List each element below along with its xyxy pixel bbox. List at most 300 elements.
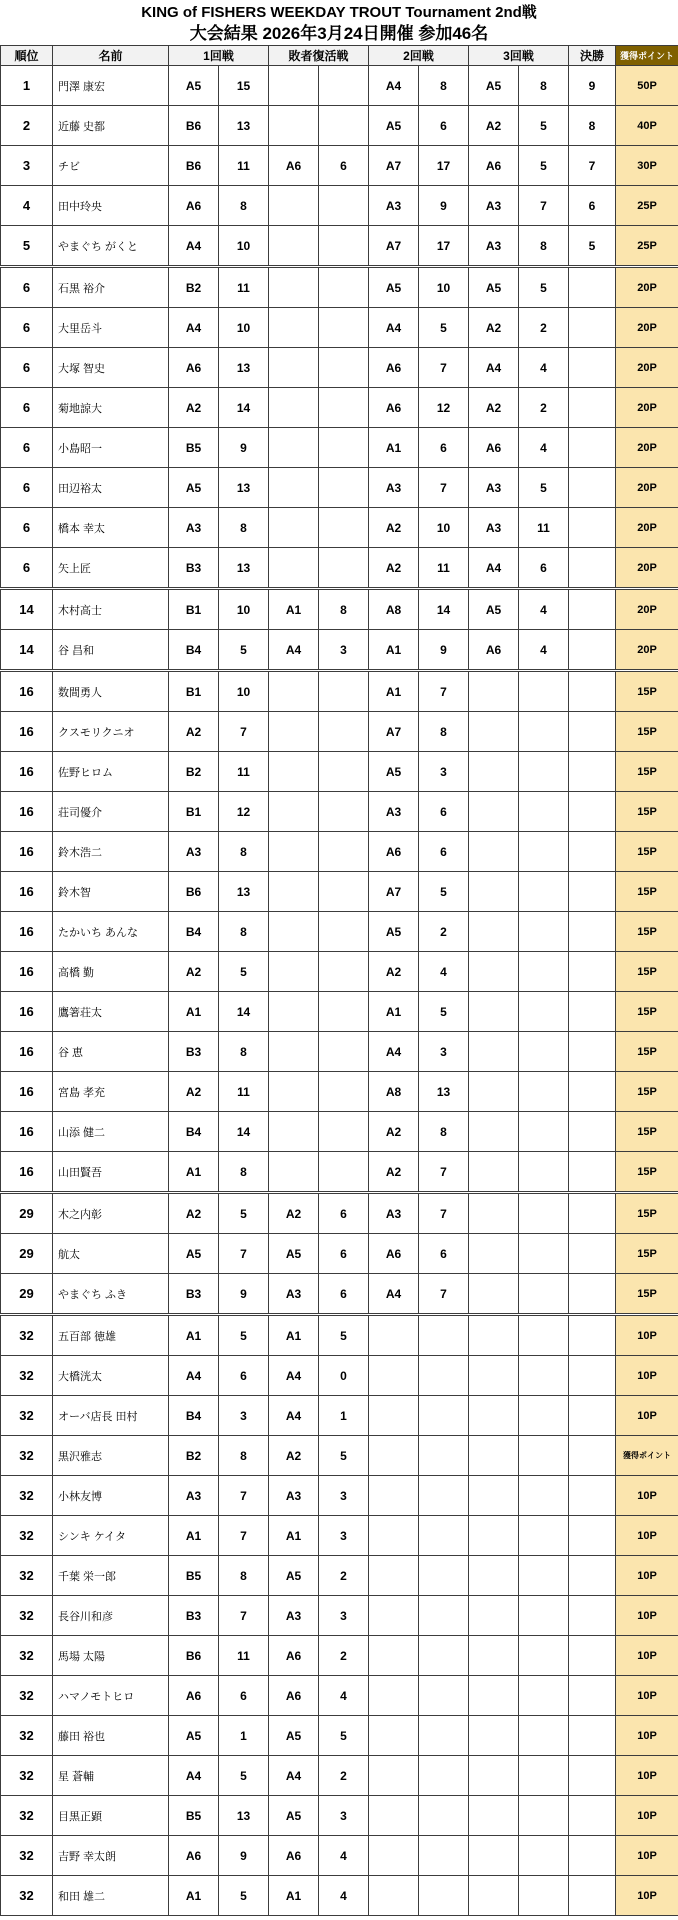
table-row [1,1356,678,1396]
revival-area-cell [269,106,319,146]
round1-area-cell: B1 [169,671,219,712]
revival-area-cell [269,186,319,226]
revival-score-cell [319,752,369,792]
final-score-cell [569,1716,616,1756]
round3-area-cell [469,1836,519,1876]
round2-score-cell: 6 [419,832,469,872]
round1-area-cell: B3 [169,548,219,589]
round3-score-cell [519,1193,569,1234]
table-row [1,146,678,186]
revival-score-cell: 5 [319,1716,369,1756]
round2-area-cell: A2 [369,508,419,548]
name-cell: シンキ ケイタ [53,1516,169,1556]
final-score-cell [569,1436,616,1476]
round2-score-cell: 8 [419,1112,469,1152]
final-score-cell [569,1193,616,1234]
round3-score-cell [519,1636,569,1676]
round1-score-cell: 8 [219,1152,269,1193]
table-row [1,992,678,1032]
rank-cell: 32 [1,1716,53,1756]
revival-score-cell: 6 [319,1193,369,1234]
round1-area-cell: A2 [169,952,219,992]
points-cell: 10P [616,1796,678,1836]
name-cell: 藤田 裕也 [53,1716,169,1756]
round3-score-cell: 5 [519,267,569,308]
name-cell: 谷 恵 [53,1032,169,1072]
points-cell: 10P [616,1876,678,1916]
round1-score-cell: 12 [219,792,269,832]
points-cell: 20P [616,428,678,468]
round3-area-cell [469,1636,519,1676]
revival-score-cell: 3 [319,1516,369,1556]
revival-area-cell [269,508,319,548]
name-cell: 田辺裕太 [53,468,169,508]
table-row [1,1193,678,1234]
round3-area-cell [469,1876,519,1916]
round3-score-cell [519,912,569,952]
points-cell: 20P [616,348,678,388]
round1-area-cell: A5 [169,66,219,106]
round3-area-cell: A4 [469,348,519,388]
round2-score-cell [419,1315,469,1356]
points-cell: 25P [616,226,678,267]
final-score-cell [569,752,616,792]
final-score-cell [569,1112,616,1152]
header-round2: 2回戦 [369,46,469,66]
rank-cell: 16 [1,872,53,912]
revival-score-cell: 2 [319,1556,369,1596]
rank-cell: 6 [1,508,53,548]
round1-score-cell: 5 [219,1876,269,1916]
round2-area-cell [369,1716,419,1756]
final-score-cell [569,468,616,508]
round3-area-cell: A4 [469,548,519,589]
revival-score-cell [319,508,369,548]
final-score-cell [569,308,616,348]
round3-area-cell [469,832,519,872]
round2-score-cell [419,1596,469,1636]
round2-score-cell: 6 [419,106,469,146]
rank-cell: 6 [1,348,53,388]
points-cell: 10P [616,1476,678,1516]
round2-area-cell: A3 [369,468,419,508]
revival-score-cell [319,792,369,832]
round1-score-cell: 7 [219,712,269,752]
round3-score-cell: 8 [519,226,569,267]
round1-score-cell: 8 [219,912,269,952]
revival-score-cell: 6 [319,1234,369,1274]
table-row [1,1676,678,1716]
points-cell: 15P [616,832,678,872]
round1-score-cell: 10 [219,226,269,267]
round1-area-cell: B4 [169,1396,219,1436]
round1-score-cell: 10 [219,671,269,712]
round1-score-cell: 11 [219,1072,269,1112]
revival-score-cell [319,106,369,146]
round2-area-cell: A6 [369,348,419,388]
round2-area-cell: A2 [369,548,419,589]
round1-score-cell: 1 [219,1716,269,1756]
rank-cell: 14 [1,589,53,630]
revival-score-cell [319,548,369,589]
table-row [1,671,678,712]
table-row [1,1032,678,1072]
rank-cell: 6 [1,468,53,508]
round1-area-cell: B6 [169,146,219,186]
round2-area-cell: A4 [369,1032,419,1072]
points-cell: 15P [616,1193,678,1234]
table-row [1,1315,678,1356]
rank-cell: 32 [1,1315,53,1356]
header-round1: 1回戦 [169,46,269,66]
round3-area-cell [469,792,519,832]
final-score-cell [569,388,616,428]
table-row [1,388,678,428]
rank-cell: 6 [1,428,53,468]
round1-score-cell: 13 [219,468,269,508]
points-cell: 15P [616,752,678,792]
round2-score-cell: 3 [419,1032,469,1072]
points-cell: 20P [616,388,678,428]
round3-score-cell [519,792,569,832]
final-score-cell [569,548,616,589]
final-score-cell [569,832,616,872]
round1-area-cell: B4 [169,912,219,952]
round3-score-cell [519,1756,569,1796]
round2-area-cell [369,1636,419,1676]
revival-score-cell [319,872,369,912]
name-cell: 航太 [53,1234,169,1274]
rank-cell: 32 [1,1876,53,1916]
revival-area-cell [269,952,319,992]
revival-area-cell: A3 [269,1476,319,1516]
round3-area-cell: A5 [469,589,519,630]
revival-area-cell [269,267,319,308]
revival-score-cell [319,267,369,308]
revival-area-cell: A4 [269,1356,319,1396]
round2-score-cell: 7 [419,1193,469,1234]
round3-score-cell [519,1876,569,1916]
round2-area-cell [369,1436,419,1476]
round3-score-cell [519,1716,569,1756]
round3-score-cell [519,1836,569,1876]
round3-area-cell [469,1032,519,1072]
revival-score-cell [319,1152,369,1193]
table-row [1,752,678,792]
round3-area-cell [469,1234,519,1274]
round2-area-cell [369,1516,419,1556]
round1-area-cell: A4 [169,226,219,267]
points-cell: 20P [616,308,678,348]
table-row [1,1152,678,1193]
round3-score-cell [519,752,569,792]
round1-score-cell: 11 [219,146,269,186]
round1-score-cell: 7 [219,1596,269,1636]
round2-area-cell [369,1676,419,1716]
round3-score-cell: 7 [519,186,569,226]
round1-area-cell: A2 [169,388,219,428]
round1-area-cell: A5 [169,1716,219,1756]
final-score-cell [569,792,616,832]
revival-area-cell: A6 [269,1836,319,1876]
round2-area-cell: A5 [369,106,419,146]
round1-score-cell: 15 [219,66,269,106]
name-cell: 宮島 孝充 [53,1072,169,1112]
round1-score-cell: 8 [219,508,269,548]
round2-score-cell: 12 [419,388,469,428]
round3-score-cell [519,1516,569,1556]
page-header [0,0,678,45]
table-row [1,1836,678,1876]
round1-area-cell: B6 [169,872,219,912]
revival-area-cell [269,792,319,832]
name-cell: 高橋 勤 [53,952,169,992]
round3-score-cell: 5 [519,468,569,508]
round2-area-cell: A6 [369,388,419,428]
final-score-cell [569,1476,616,1516]
revival-score-cell [319,832,369,872]
name-cell: 大橋洸太 [53,1356,169,1396]
round1-score-cell: 6 [219,1676,269,1716]
round2-score-cell: 8 [419,66,469,106]
rank-cell: 32 [1,1756,53,1796]
round2-score-cell [419,1876,469,1916]
points-cell: 20P [616,630,678,671]
round3-area-cell [469,671,519,712]
revival-score-cell [319,468,369,508]
revival-area-cell [269,1152,319,1193]
rank-cell: 32 [1,1436,53,1476]
name-cell: 鈴木智 [53,872,169,912]
rank-cell: 32 [1,1396,53,1436]
points-cell: 10P [616,1636,678,1676]
points-cell: 15P [616,671,678,712]
round3-area-cell: A5 [469,66,519,106]
round1-area-cell: A1 [169,992,219,1032]
round3-area-cell [469,912,519,952]
name-cell: 大里岳斗 [53,308,169,348]
round1-area-cell: B3 [169,1032,219,1072]
points-cell: 10P [616,1556,678,1596]
round3-area-cell: A3 [469,468,519,508]
round1-area-cell: B2 [169,752,219,792]
round1-score-cell: 13 [219,872,269,912]
round2-score-cell: 17 [419,226,469,267]
name-cell: 小島昭一 [53,428,169,468]
header-revival: 敗者復活戦 [269,46,369,66]
header-round3: 3回戦 [469,46,569,66]
round2-area-cell [369,1356,419,1396]
revival-score-cell [319,226,369,267]
round1-score-cell: 5 [219,1193,269,1234]
round3-area-cell [469,1274,519,1315]
revival-area-cell [269,1112,319,1152]
round1-score-cell: 11 [219,1636,269,1676]
round3-score-cell [519,1436,569,1476]
round3-area-cell [469,1756,519,1796]
round2-area-cell: A5 [369,267,419,308]
rank-cell: 32 [1,1836,53,1876]
round3-score-cell: 6 [519,548,569,589]
round2-score-cell: 6 [419,792,469,832]
name-cell: 山田賢吾 [53,1152,169,1193]
round1-area-cell: A6 [169,1836,219,1876]
points-cell: 10P [616,1315,678,1356]
revival-score-cell [319,912,369,952]
name-cell: 馬場 太陽 [53,1636,169,1676]
rank-cell: 6 [1,267,53,308]
round1-area-cell: B1 [169,792,219,832]
round3-score-cell [519,1032,569,1072]
rank-cell: 4 [1,186,53,226]
round1-score-cell: 14 [219,1112,269,1152]
rank-cell: 16 [1,1032,53,1072]
final-score-cell [569,1676,616,1716]
round2-score-cell [419,1836,469,1876]
table-row [1,712,678,752]
round1-area-cell: A6 [169,186,219,226]
revival-area-cell [269,226,319,267]
round2-score-cell: 5 [419,992,469,1032]
round3-area-cell [469,1356,519,1396]
final-score-cell [569,1396,616,1436]
round2-area-cell: A8 [369,1072,419,1112]
rank-cell: 16 [1,1112,53,1152]
round1-area-cell: A1 [169,1516,219,1556]
table-row [1,226,678,267]
round1-area-cell: B6 [169,106,219,146]
round1-score-cell: 11 [219,267,269,308]
rank-cell: 32 [1,1636,53,1676]
points-cell: 40P [616,106,678,146]
round1-score-cell: 10 [219,308,269,348]
round2-area-cell: A4 [369,66,419,106]
points-cell: 20P [616,267,678,308]
round3-area-cell [469,952,519,992]
revival-score-cell: 3 [319,1796,369,1836]
round2-score-cell: 8 [419,712,469,752]
round2-area-cell [369,1876,419,1916]
name-cell: 五百部 徳雄 [53,1315,169,1356]
name-cell: 大塚 智史 [53,348,169,388]
revival-score-cell: 6 [319,1274,369,1315]
points-cell: 15P [616,992,678,1032]
final-score-cell [569,1636,616,1676]
rank-cell: 14 [1,630,53,671]
name-cell: 目黒正顕 [53,1796,169,1836]
table-row [1,548,678,589]
final-score-cell [569,1836,616,1876]
rank-cell: 2 [1,106,53,146]
points-cell: 10P [616,1596,678,1636]
round1-area-cell: A1 [169,1152,219,1193]
points-cell: 20P [616,589,678,630]
round2-score-cell: 7 [419,1274,469,1315]
revival-area-cell [269,671,319,712]
round2-area-cell: A7 [369,872,419,912]
round1-score-cell: 3 [219,1396,269,1436]
results-tbody [1,66,678,1916]
rank-cell: 16 [1,952,53,992]
revival-area-cell: A3 [269,1274,319,1315]
rank-cell: 32 [1,1516,53,1556]
rank-cell: 5 [1,226,53,267]
round1-area-cell: A2 [169,712,219,752]
points-cell: 10P [616,1716,678,1756]
revival-score-cell: 8 [319,589,369,630]
round1-score-cell: 13 [219,106,269,146]
revival-score-cell: 2 [319,1756,369,1796]
round2-score-cell: 13 [419,1072,469,1112]
name-cell: 木村高士 [53,589,169,630]
round3-score-cell: 5 [519,106,569,146]
rank-cell: 29 [1,1234,53,1274]
final-score-cell [569,1516,616,1556]
table-row [1,1072,678,1112]
rank-cell: 16 [1,752,53,792]
table-row [1,1636,678,1676]
round2-area-cell: A4 [369,1274,419,1315]
round3-area-cell [469,752,519,792]
round1-area-cell: A1 [169,1876,219,1916]
name-cell: 荘司優介 [53,792,169,832]
round1-area-cell: A6 [169,1676,219,1716]
round1-area-cell: A2 [169,1193,219,1234]
revival-area-cell [269,308,319,348]
revival-area-cell: A1 [269,1876,319,1916]
points-cell: 20P [616,468,678,508]
revival-area-cell [269,548,319,589]
round2-score-cell: 4 [419,952,469,992]
round1-score-cell: 5 [219,1315,269,1356]
revival-area-cell [269,428,319,468]
final-score-cell: 5 [569,226,616,267]
round2-score-cell [419,1556,469,1596]
points-cell: 20P [616,508,678,548]
round1-score-cell: 8 [219,1556,269,1596]
round3-area-cell [469,1436,519,1476]
round3-score-cell: 2 [519,388,569,428]
round1-area-cell: A4 [169,1756,219,1796]
table-row [1,1112,678,1152]
round3-area-cell [469,1596,519,1636]
points-cell: 15P [616,1112,678,1152]
round3-score-cell [519,1274,569,1315]
revival-area-cell: A2 [269,1436,319,1476]
revival-score-cell: 4 [319,1676,369,1716]
revival-score-cell: 0 [319,1356,369,1396]
round2-score-cell: 6 [419,428,469,468]
rank-cell: 1 [1,66,53,106]
round2-area-cell: A2 [369,1112,419,1152]
table-row [1,872,678,912]
event-subtitle: 大会結果 2026年3月24日開催 参加46名 [189,24,489,43]
round1-area-cell: B1 [169,589,219,630]
revival-score-cell [319,428,369,468]
round1-score-cell: 8 [219,832,269,872]
revival-score-cell: 4 [319,1876,369,1916]
round2-score-cell [419,1436,469,1476]
round2-area-cell: A7 [369,226,419,267]
round2-score-cell: 6 [419,1234,469,1274]
rank-cell: 32 [1,1796,53,1836]
round3-score-cell: 8 [519,66,569,106]
points-cell: 10P [616,1516,678,1556]
table-row [1,186,678,226]
points-cell: 30P [616,146,678,186]
revival-score-cell: 5 [319,1315,369,1356]
rank-cell: 16 [1,992,53,1032]
